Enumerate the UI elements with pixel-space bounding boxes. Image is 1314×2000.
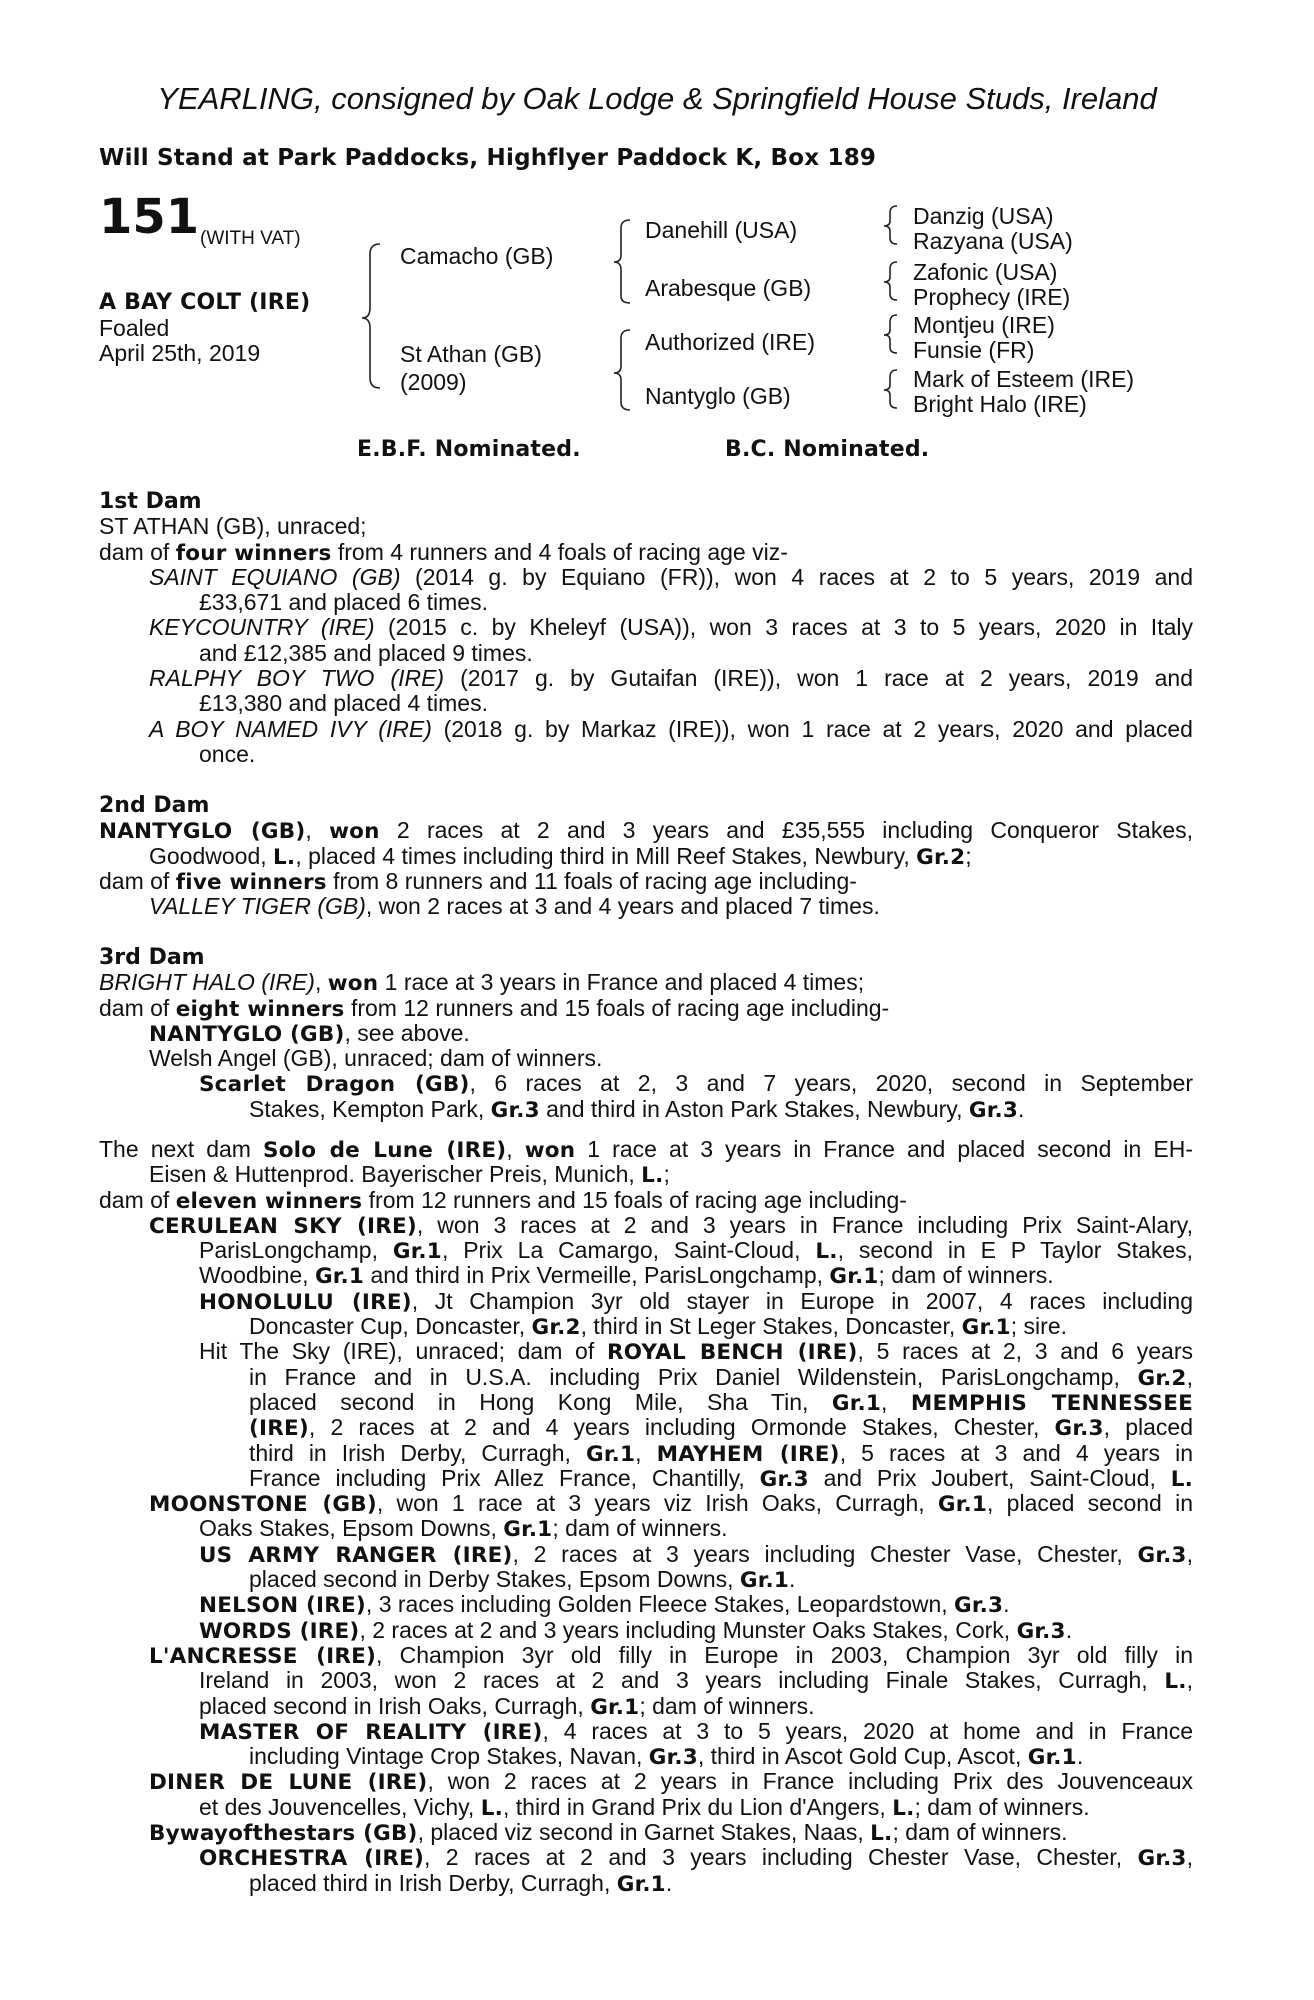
next-dam-line-26: DINER DE LUNE (IRE), won 2 races at 2 years in France including Prix des Jouvenceaux (149, 1769, 1193, 1795)
pedigree-dam: St Athan (GB) (400, 341, 542, 367)
next-dam-line-8: Doncaster Cup, Doncaster, Gr.2, third in St Leger Stakes, Doncaster, Gr.1; sire. (249, 1313, 1067, 1341)
next-dam-line-17: US ARMY RANGER (IRE), 2 races at 3 years including Chester Vase, Chester, Gr.3, (199, 1541, 1193, 1568)
progeny-a-boy-named-ivy: A BOY NAMED IVY (IRE) (2018 g. by Markaz (IRE)), won 1 race at 2 years, 2020 and placed (149, 716, 1193, 742)
next-dam-line-5: ParisLongchamp, Gr.1, Prix La Camargo, Saint-Cloud, L., second in E P Taylor Stakes, (199, 1238, 1193, 1264)
progeny-a-boy-named-ivy-cont: once. (199, 740, 256, 767)
pedigree-dam-brace (614, 330, 630, 410)
second-dam-line-2: Goodwood, L., placed 4 times including third in Mill Reef Stakes, Newbury, Gr.2; (149, 842, 972, 870)
pedigree-gen3-6: Funsie (FR) (913, 337, 1035, 363)
pedigree-gen3-8: Bright Halo (IRE) (913, 391, 1087, 417)
first-dam-name: ST ATHAN (GB), unraced; (99, 513, 367, 540)
lot-description: A BAY COLT (IRE) (99, 290, 311, 315)
second-dam-section (99, 793, 1193, 919)
progeny-keycountry-cont: and £12,385 and placed 9 times. (199, 639, 533, 666)
next-dam-line-24: MASTER OF REALITY (IRE), 4 races at 3 to 5 years, 2020 at home and in France (199, 1718, 1193, 1745)
first-dam-summary: dam of four winners from 4 runners and 4 foals of racing age viz- (99, 538, 788, 566)
pedigree-gen3-1: Danzig (USA) (913, 203, 1054, 229)
third-dam-line-2: dam of eight winners from 12 runners and 15 foals of racing age including- (99, 994, 890, 1022)
progeny-ralphy-boy-two: RALPHY BOY TWO (IRE) (2017 g. by Gutaifan (IRE)), won 1 race at 2 years, 2019 and (149, 666, 1193, 692)
third-dam-line-3: NANTYGLO (GB), see above. (149, 1019, 470, 1047)
second-dam-title: 2nd Dam (99, 793, 210, 818)
bc-nomination: B.C. Nominated. (725, 437, 930, 462)
third-dam-line-4: Welsh Angel (GB), unraced; dam of winners. (149, 1045, 603, 1072)
pedigree-brace-nantyglo (884, 370, 897, 408)
next-dam-line-16: Oaks Stakes, Epsom Downs, Gr.1; dam of winners. (199, 1515, 728, 1543)
next-dam-line-25: including Vintage Crop Stakes, Navan, Gr.3, third in Ascot Gold Cup, Ascot, Gr.1. (249, 1743, 1084, 1771)
next-dam-line-20: WORDS (IRE), 2 races at 2 and 3 years including Munster Oaks Stakes, Cork, Gr.3. (199, 1616, 1073, 1644)
next-dam-line-4: CERULEAN SKY (IRE), won 3 races at 2 and 3 years in France including Prix Saint-Alary, (149, 1212, 1193, 1239)
progeny-saint-equiano: SAINT EQUIANO (GB) (2014 g. by Equiano (FR)), won 4 races at 2 to 5 years, 2019 and (149, 564, 1193, 590)
next-dam-line-3: dam of eleven winners from 12 runners and 15 foals of racing age including- (99, 1186, 907, 1214)
third-dam-line-1: BRIGHT HALO (IRE), won 1 race at 3 years in France and placed 4 times; (99, 969, 865, 997)
next-dam-line-21: L'ANCRESSE (IRE), Champion 3yr old filly in Europe in 2003, Champion 3yr old filly in (149, 1642, 1193, 1669)
next-dam-line-22: Ireland in 2003, won 2 races at 2 and 3 years including Finale Stakes, Curragh, L., (199, 1668, 1193, 1694)
progeny-keycountry: KEYCOUNTRY (IRE) (2015 c. by Kheleyf (USA)), won 3 races at 3 to 5 years, 2020 in Italy (149, 615, 1193, 641)
next-dam-line-15: MOONSTONE (GB), won 1 race at 3 years viz Irish Oaks, Curragh, Gr.1, placed second in (149, 1491, 1193, 1517)
next-dam-line-9: Hit The Sky (IRE), unraced; dam of ROYAL BENCH (IRE), 5 races at 2, 3 and 6 years (199, 1339, 1193, 1365)
next-dam-line-19: NELSON (IRE), 3 races including Golden Fleece Stakes, Leopardstown, Gr.3. (199, 1591, 1010, 1619)
catalogue-heading: YEARLING, consigned by Oak Lodge & Springfield House Studs, Ireland (157, 81, 1157, 116)
next-dam-line-1: The next dam Solo de Lune (IRE), won 1 race at 3 years in France and placed second in EH- (99, 1137, 1193, 1163)
next-dam-line-28: Bywayofthestars (GB), placed viz second in Garnet Stakes, Naas, L.; dam of winners. (149, 1819, 1068, 1847)
pedigree-gen3-7: Mark of Esteem (IRE) (913, 366, 1135, 392)
next-dam-line-23: placed second in Irish Oaks, Curragh, Gr.1; dam of winners. (199, 1692, 815, 1720)
pedigree-dam-year: (2009) (400, 369, 467, 395)
next-dam-line-12: (IRE), 2 races at 2 and 4 years including Ormonde Stakes, Chester, Gr.3, placed (249, 1415, 1193, 1441)
pedigree-gen3-3: Zafonic (USA) (913, 259, 1058, 285)
second-dam-line-1: NANTYGLO (GB), won 2 races at 2 and 3 years and £35,555 including Conqueror Stakes, (99, 818, 1193, 844)
next-dam-line-6: Woodbine, Gr.1 and third in Prix Vermeille, ParisLongchamp, Gr.1; dam of winners. (199, 1262, 1054, 1290)
vat-note: (WITH VAT) (200, 228, 301, 249)
next-dam-line-7: HONOLULU (IRE), Jt Champion 3yr old stayer in Europe in 2007, 4 races including (199, 1288, 1193, 1315)
pedigree-gen3-2: Razyana (USA) (913, 228, 1073, 254)
progeny-saint-equiano-cont: £33,671 and placed 6 times. (199, 589, 488, 616)
second-dam-line-3: dam of five winners from 8 runners and 11 foals of racing age including- (99, 867, 857, 895)
foaled-label: Foaled (99, 315, 170, 341)
pedigree-sire: Camacho (GB) (400, 243, 554, 269)
second-dam-line-4: VALLEY TIGER (GB), won 2 races at 3 and 4 years and placed 7 times. (149, 893, 880, 920)
first-dam-title: 1st Dam (99, 489, 202, 514)
next-dam-section (99, 1137, 1193, 1896)
pedigree-brace-arabesque (884, 262, 897, 300)
next-dam-line-29: ORCHESTRA (IRE), 2 races at 2 and 3 years including Chester Vase, Chester, Gr.3, (199, 1845, 1193, 1871)
next-dam-line-11: placed second in Hong Kong Mile, Sha Tin, Gr.1, MEMPHIS TENNESSEE (249, 1389, 1193, 1416)
lot-number: 151 (99, 189, 200, 245)
pedigree-gen3-5: Montjeu (IRE) (913, 312, 1055, 338)
next-dam-line-14: France including Prix Allez France, Chantilly, Gr.3 and Prix Joubert, Saint-Cloud, L. (249, 1465, 1193, 1492)
ebf-nomination: E.B.F. Nominated. (357, 437, 581, 462)
third-dam-section (99, 945, 1193, 1122)
pedigree-dam-sire: Authorized (IRE) (645, 329, 816, 355)
next-dam-line-18: placed second in Derby Stakes, Epsom Downs, Gr.1. (249, 1566, 796, 1594)
next-dam-line-30: placed third in Irish Derby, Curragh, Gr.1. (249, 1869, 673, 1897)
next-dam-line-27: et des Jouvencelles, Vichy, L., third in Grand Prix du Lion d'Angers, L.; dam of winners. (199, 1793, 1090, 1821)
next-dam-line-10: in France and in U.S.A. including Prix Daniel Wildenstein, ParisLongchamp, Gr.2, (249, 1364, 1193, 1390)
third-dam-title: 3rd Dam (99, 945, 205, 970)
third-dam-line-6: Stakes, Kempton Park, Gr.3 and third in Aston Park Stakes, Newbury, Gr.3. (249, 1095, 1025, 1123)
pedigree-main-brace (362, 244, 380, 388)
foaled-date: April 25th, 2019 (99, 340, 261, 366)
pedigree-brace-authorized (884, 315, 897, 353)
pedigree-gen3-4: Prophecy (IRE) (913, 284, 1071, 310)
next-dam-line-2: Eisen & Huttenprod. Bayerischer Preis, Munich, L.; (149, 1161, 670, 1189)
first-dam-section (99, 489, 1193, 767)
pedigree-brace-danehill (884, 206, 897, 244)
pedigree-sire-sire: Danehill (USA) (645, 217, 798, 243)
pedigree-sire-brace (614, 220, 630, 303)
pedigree-dam-dam: Nantyglo (GB) (645, 383, 791, 409)
progeny-ralphy-boy-two-cont: £13,380 and placed 4 times. (199, 690, 488, 717)
stable-location: Will Stand at Park Paddocks, Highflyer Paddock K, Box 189 (99, 145, 877, 171)
pedigree-sire-dam: Arabesque (GB) (645, 275, 812, 301)
next-dam-line-13: third in Irish Derby, Curragh, Gr.1, MAYHEM (IRE), 5 races at 3 and 4 years in (249, 1440, 1193, 1466)
third-dam-line-5: Scarlet Dragon (GB), 6 races at 2, 3 and 7 years, 2020, second in September (199, 1071, 1193, 1097)
